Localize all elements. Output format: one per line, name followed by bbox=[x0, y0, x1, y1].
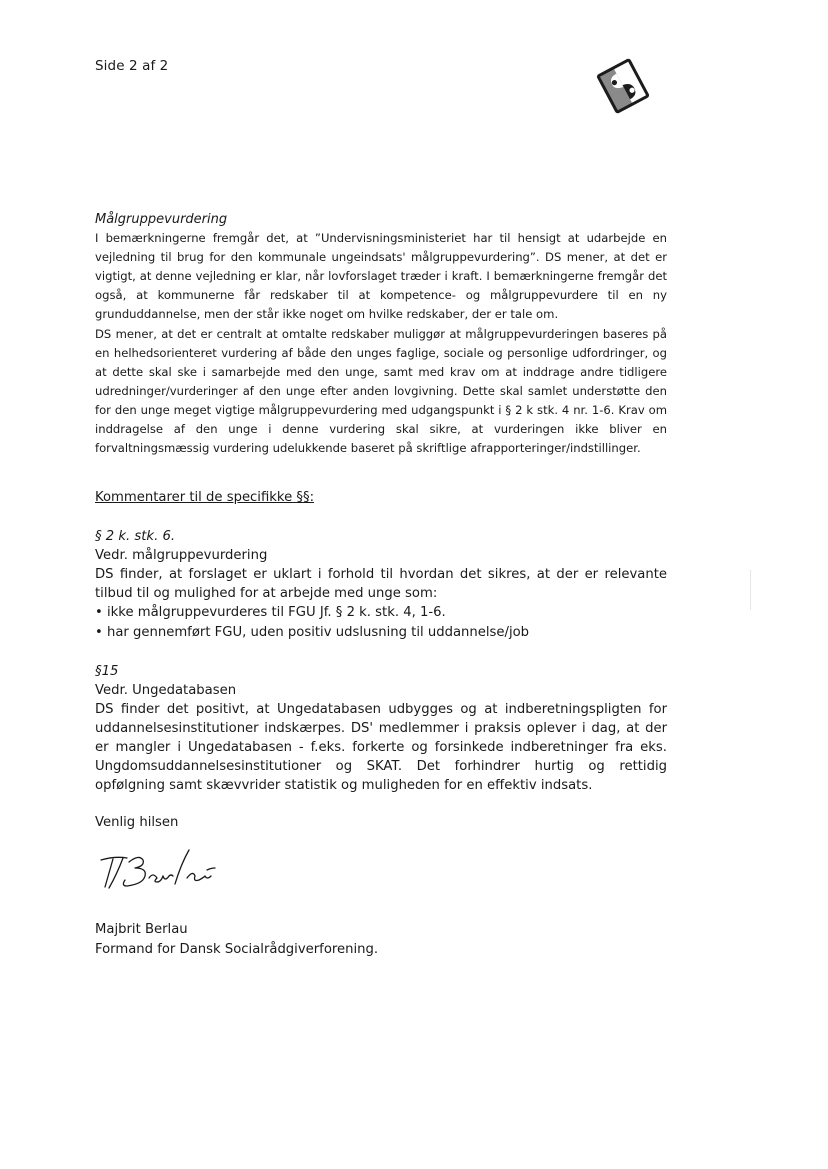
signer-name: Majbrit Berlau bbox=[95, 922, 188, 937]
page-number: Side 2 af 2 bbox=[95, 58, 169, 74]
paragraph: DS finder, at forslaget er uklart i forhold til hvordan det sikres, at der er relevante tilbud til og mulighed for at arbejde med unge som: bbox=[95, 567, 667, 602]
comments-heading: Kommentarer til de specifikke §§: bbox=[95, 490, 315, 505]
paragraph: DS finder det positivt, at Ungedatabasen udbygges og at indberetningspligten for uddannelsesinstitutioner indskærpes. DS' medlemmer i praksis oplever i dag, at der er mangler i Ungedatabasen - f.eks. forkerte og forsinkede indberetninger fra eks. Ungdomsuddannelsesinstitutioner og SKAT. Det forhindrer hurtig og rettidig opfølgning samt skævvrider statistik og muligheden for en effektiv indsats. bbox=[95, 701, 667, 794]
organization-logo bbox=[590, 58, 656, 114]
handwritten-signature bbox=[95, 844, 235, 896]
scan-artifact bbox=[750, 570, 751, 610]
paragraph-title: Vedr. målgruppevurdering bbox=[95, 548, 268, 564]
list-item: • ikke målgruppevurderes til FGU Jf. § 2 k. stk. 4, 1-6. bbox=[95, 605, 446, 621]
comments-section bbox=[95, 488, 667, 832]
paragraph-ref: §15 bbox=[95, 663, 119, 679]
closing-text: Venlig hilsen bbox=[95, 815, 179, 831]
section-heading: Målgruppevurdering bbox=[95, 212, 228, 227]
paragraph: I bemærkningerne fremgår det, at ”Undervisningsministeriet har til hensigt at udarbejde en vejledning til brug for den kommunale ungeindsats' målgruppevurdering”. DS mener, at det er vigtigt, at denne vejledning er klar, når lovforslaget træder i kraft. I bemærkningerne fremgår det også, at kommunerne får redskaber til at kompetence- og målgruppevurdere til en ny grunduddannelse, men der står ikke noget om hvilke redskaber, der er tale om. bbox=[95, 231, 667, 322]
list-item: • har gennemført FGU, uden positiv udslusning til uddannelse/job bbox=[95, 624, 530, 640]
paragraph-title: Vedr. Ungedatabasen bbox=[95, 682, 237, 698]
signer-role: Formand for Dansk Socialrådgiverforening. bbox=[95, 941, 379, 957]
signature-block bbox=[95, 920, 378, 959]
paragraph: DS mener, at det er centralt at omtalte redskaber muliggør at målgruppevurderingen baseres på en helhedsorienteret vurdering af både den unges faglige, sociale og personlige udfordringer, og at dette skal ske i samarbejde med den unge, samt med krav om at inddrage andre tidligere udredninger/vurderinger af den unge efter anden lovgivning. Dette skal samlet understøtte den for den unge meget vigtige målgruppevurdering med udgangspunkt i § 2 k stk. 4 nr. 1-6. Krav om inddragelse af den unge i denne vurdering skal sikre, at vurderingen ikke bliver en forvaltningsmæssig vurdering udelukkende baseret på skriftlige afrapporteringer/indstillinger. bbox=[95, 326, 667, 456]
paragraph-ref: § 2 k. stk. 6. bbox=[95, 529, 176, 545]
maalgruppe-section bbox=[95, 210, 667, 458]
